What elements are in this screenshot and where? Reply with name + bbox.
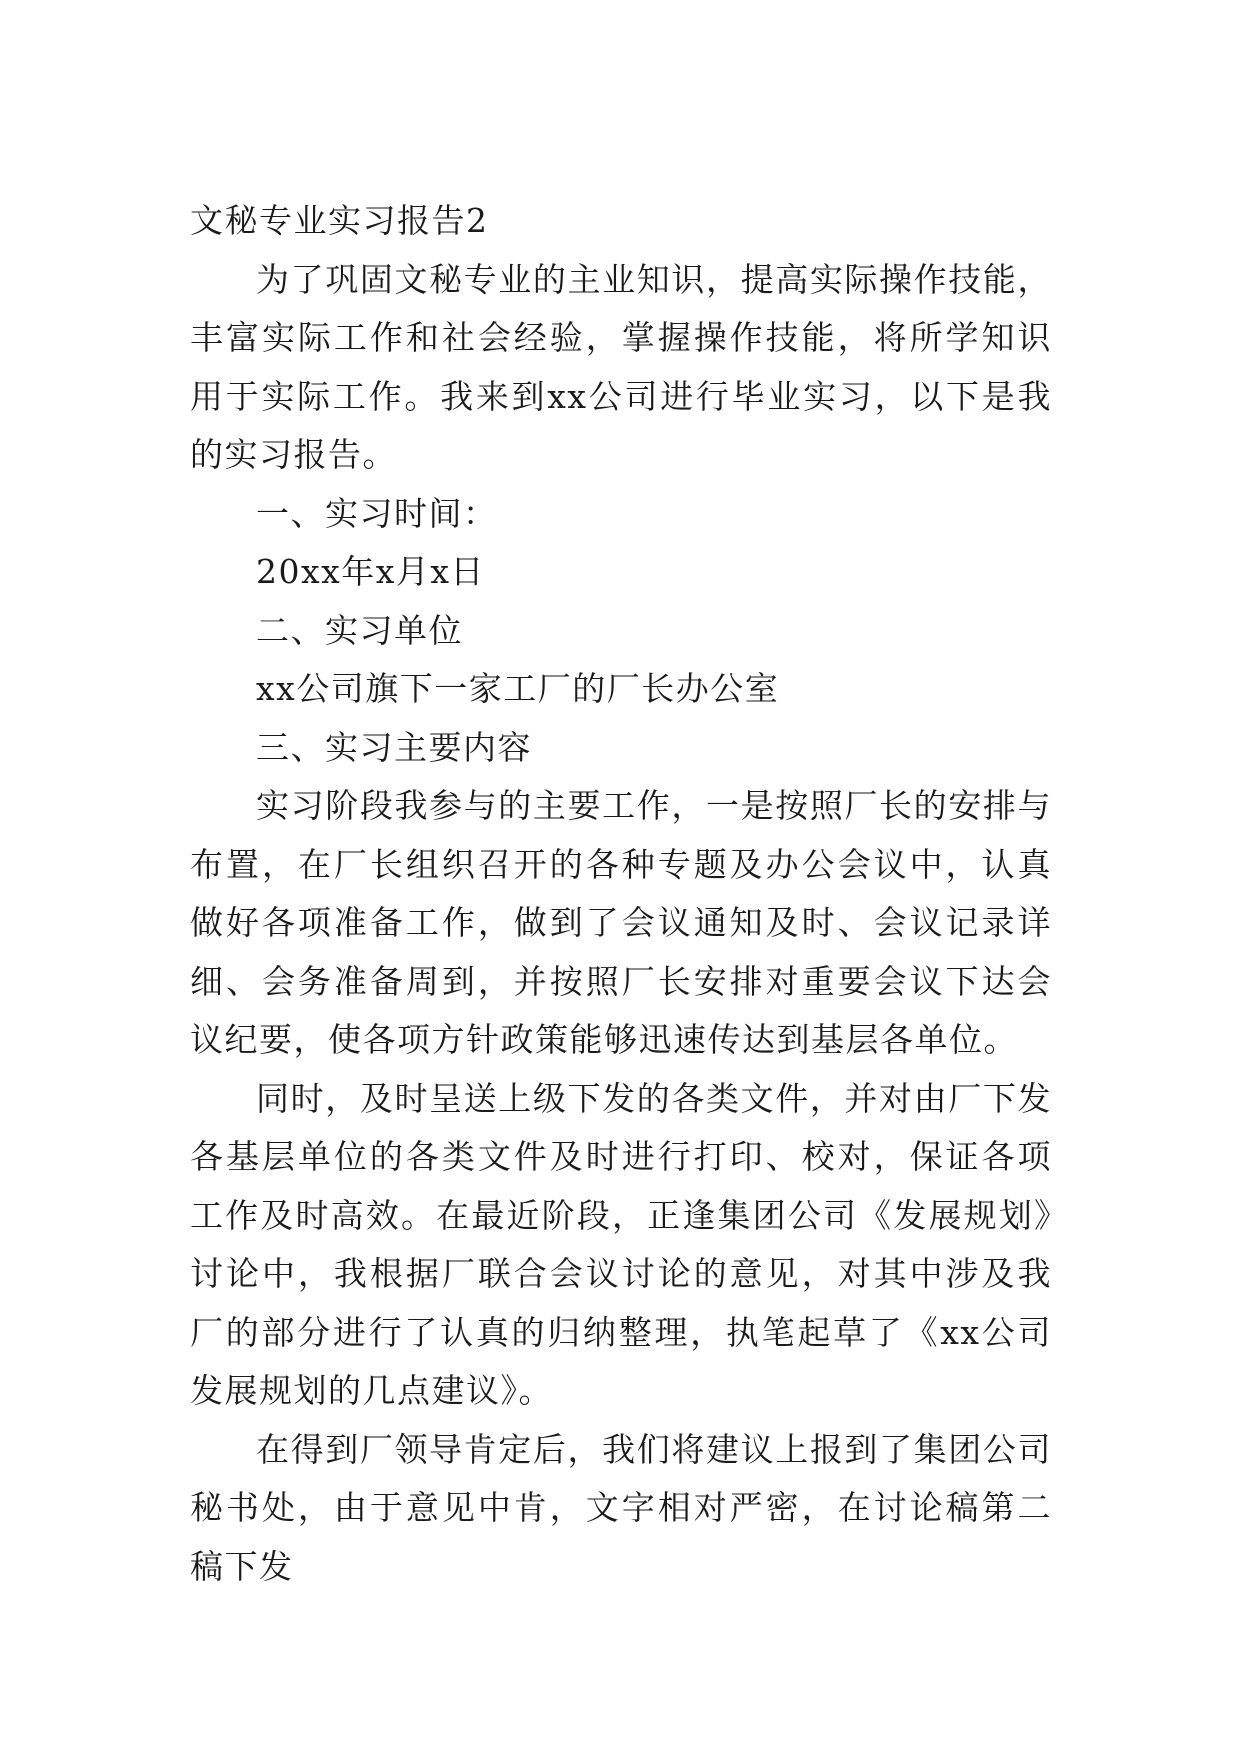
internship-date: 20xx年x月x日: [256, 552, 485, 591]
internship-unit: xx公司旗下一家工厂的厂长办公室: [256, 669, 780, 708]
intro-paragraph: 为了巩固文秘专业的主业知识，提高实际操作技能，丰富实际工作和社会经验，掌握操作技能，将所学知识用于实际工作。我来到xx公司进行毕业实习，以下是我的实习报告。: [190, 259, 1052, 474]
content-paragraph: 在得到厂领导肯定后，我们将建议上报到了集团公司秘书处，由于意见中肯，文字相对严密，在讨论稿第二稿下发: [190, 1429, 1052, 1586]
section-heading-time: 一、实习时间：: [256, 493, 498, 533]
document-title: 文秘专业实习报告2: [190, 201, 489, 240]
section-heading-unit: 二、实习单位: [256, 610, 463, 650]
content-paragraph: 同时，及时呈送上级下发的各类文件，并对由厂下发各基层单位的各类文件及时进行打印、校对，保证各项工作及时高效。在最近阶段，正逢集团公司《发展规划》讨论中，我根据厂联合会议讨论的意见，对其中涉及我厂的部分进行了认真的归纳整理，执笔起草了《xx公司发展规划的几点建议》。: [190, 1078, 1052, 1410]
section-heading-content: 三、实习主要内容: [256, 727, 532, 767]
content-paragraph: 实习阶段我参与的主要工作，一是按照厂长的安排与布置，在厂长组织召开的各种专题及办公会议中，认真做好各项准备工作，做到了会议通知及时、会议记录详细、会务准备周到，并按照厂长安排对重要会议下达会议纪要，使各项方针政策能够迅速传达到基层各单位。: [190, 786, 1052, 1059]
document-page: [190, 192, 1052, 1596]
